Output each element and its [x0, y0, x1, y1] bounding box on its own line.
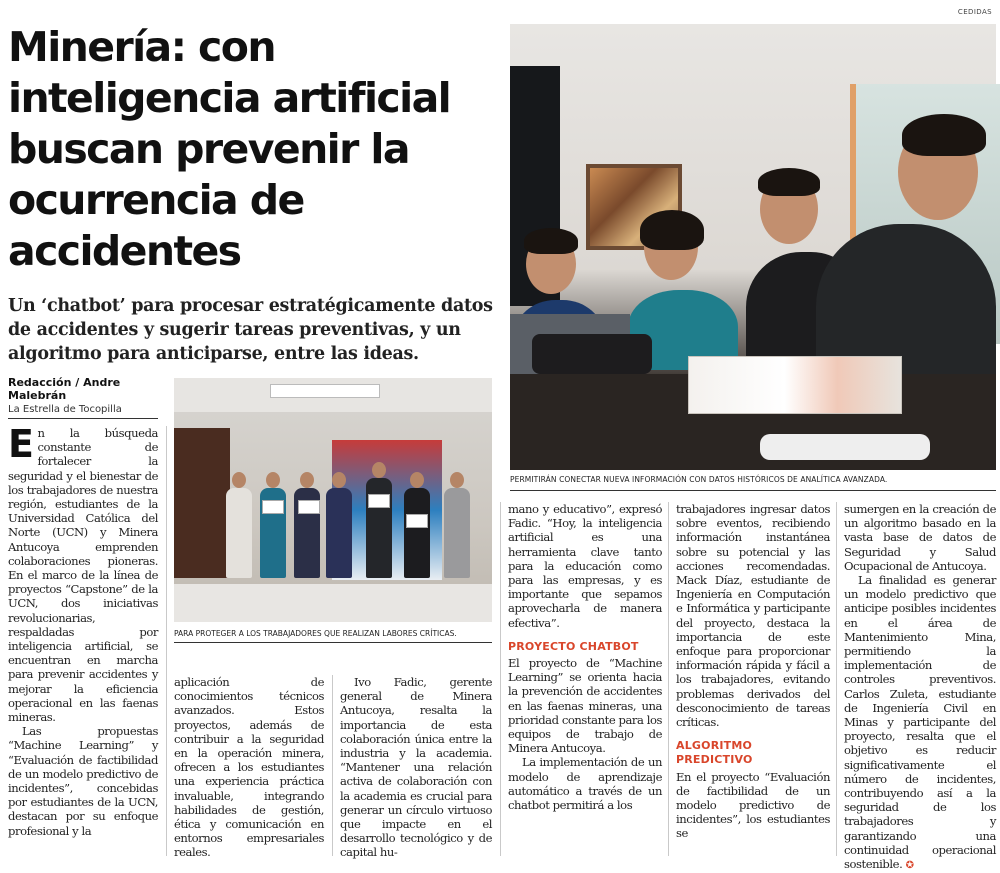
body-paragraph: En el proyecto “Evaluación de factibilidad de un modelo predictivo de incidentes”, los estudiantes se: [676, 769, 830, 841]
body-column-4: [508, 502, 662, 812]
group-person: [444, 488, 470, 578]
person-3-hair: [758, 168, 820, 196]
held-sign: [368, 494, 390, 508]
group-person: [404, 488, 430, 578]
caption-rule: [510, 490, 996, 491]
group-photo: [174, 378, 492, 622]
group-person-head: [410, 472, 424, 488]
dropcap: E: [8, 422, 34, 466]
body-column-5: [676, 502, 830, 841]
column-rule: [166, 426, 167, 856]
bag: [532, 334, 652, 374]
body-column-1: [8, 422, 158, 838]
column-rule: [332, 675, 333, 856]
ceiling-light: [270, 384, 380, 398]
body-paragraph: La implementación de un modelo de aprendizaje automático a través de un chatbot permitirá a los: [508, 755, 662, 813]
column-rule: [836, 502, 837, 856]
byline-outlet: La Estrella de Tocopilla: [8, 404, 122, 415]
photo-credit: CEDIDAS: [957, 8, 992, 16]
body-column-2: [174, 675, 324, 860]
byline-author: Redacción / Andre Malebrán: [8, 376, 121, 402]
group-photo-caption: PARA PROTEGER A LOS TRABAJADORES QUE REALIZAN LABORES CRÍTICAS.: [174, 628, 492, 643]
main-photo-caption: PERMITIRÁN CONECTAR NUEVA INFORMACIÓN CON DATOS HISTÓRICOS DE ANALÍTICA AVANZADA.: [510, 475, 888, 484]
body-paragraph: aplicación de conocimientos técnicos avanzados. Estos proyectos, además de contribuir a la seguridad en la operación minera, ofrecen a los estudiantes una experiencia práctica invaluable, integrando habilidades de gestión, ética y comunicación en entornos empresariales reales.: [174, 675, 324, 860]
product-box: [688, 356, 902, 414]
body-paragraph: trabajadores ingresar datos sobre eventos, recibiendo información instantánea sobre su potencial y las acciones recomendadas. Mack Díaz, estudiante de Ingeniería en Computación e Informática y participante del proyecto, destaca la importancia de este enfoque para proporcionar información rápida y fácil a los trabajadores, evitando problemas derivados del desconocimiento de tareas críticas.: [676, 502, 830, 730]
group-person-head: [232, 472, 246, 488]
section-heading-chatbot: PROYECTO CHATBOT: [508, 639, 639, 653]
group-person: [366, 478, 392, 578]
body-column-6: [844, 502, 996, 873]
cabinet: [174, 428, 230, 578]
body-paragraph: sumergen en la creación de un algoritmo basado en la vasta base de datos de Seguridad y Salud Ocupacional de Antucoya.: [844, 502, 996, 573]
held-sign: [298, 500, 320, 514]
section-heading-algoritmo: ALGORITMO PREDICTIVO: [676, 739, 753, 767]
body-paragraph: La finalidad es generar un modelo predictivo que anticipe posibles incidentes en el área de Mantenimiento Mina, permitiendo la implementación de controles preventivos. Carlos Zuleta, estudiante de Ingeniería Civil en Minas y participante del proyecto, resalta que el objetivo es reducir significativamente el número de incidentes, contribuyendo así a la seguridad de los trabajadores y garantizando una continuidad operacional sostenible.: [844, 573, 996, 872]
group-person-head: [266, 472, 280, 488]
main-photo: [510, 24, 996, 470]
floor: [174, 584, 492, 622]
group-person: [326, 488, 352, 578]
group-person-head: [450, 472, 464, 488]
byline: [8, 376, 158, 419]
person-4-hair: [902, 114, 986, 156]
body-paragraph: Ivo Fadic, gerente general de Minera Antucoya, resalta la importancia de esta colaboración única entre la industria y la academia. “Mantener una relación activa de colaboración con la academia es crucial para generar un círculo virtuoso que impacte en el desarrollo tecnológico y de capital hu-: [340, 675, 492, 860]
body-paragraph: El proyecto de “Machine Learning” se orienta hacia la prevención de accidentes en las faenas mineras, una prioridad constante para los equipos de trabajo de Minera Antucoya.: [508, 656, 662, 756]
headline: Minería: con inteligencia artificial buscan prevenir la ocurrencia de accidentes: [8, 23, 451, 275]
group-person: [226, 488, 252, 578]
body-paragraph: n la búsqueda constante de fortalecer la seguridad y el bienestar de los trabajadores de nuestra región, estudiantes de la Universidad Católica del Norte (UCN) y Minera Antucoya emprenden colaboraciones pioneras. En el marco de la línea de proyectos “Capstone” de la UCN, dos iniciativas revolucionarias, respaldadas por inteligencia artificial, se encuentran en marcha para prevenir accidentes y mejorar la eficiencia operacional en las faenas mineras.: [8, 426, 158, 725]
group-person-head: [332, 472, 346, 488]
remote-control: [760, 434, 930, 460]
person-1-hair: [524, 228, 578, 254]
group-person-head: [300, 472, 314, 488]
subheadline: Un ‘chatbot’ para procesar estratégicamente datos de accidentes y sugerir tareas preventivas, y un algoritmo para anticiparse, entre las ideas.: [8, 296, 493, 364]
group-person-head: [372, 462, 386, 478]
person-2-hair: [640, 210, 704, 250]
column-rule: [668, 502, 669, 856]
held-sign: [406, 514, 428, 528]
body-paragraph: Las propuestas “Machine Learning” y “Evaluación de factibilidad de un modelo predictivo de incidentes”, concebidas por estudiantes de la UCN, destacan por su enfoque profesional y la: [8, 724, 158, 838]
held-sign: [262, 500, 284, 514]
column-rule: [500, 502, 501, 856]
body-paragraph: mano y educativo”, expresó Fadic. “Hoy, la inteligencia artificial es una herramienta clave tanto para la educación como para las empresas, y es importante que sepamos aprovecharla de manera efectiva”.: [508, 502, 662, 630]
end-mark-icon: ✪: [905, 860, 914, 872]
body-column-3: [340, 675, 492, 860]
